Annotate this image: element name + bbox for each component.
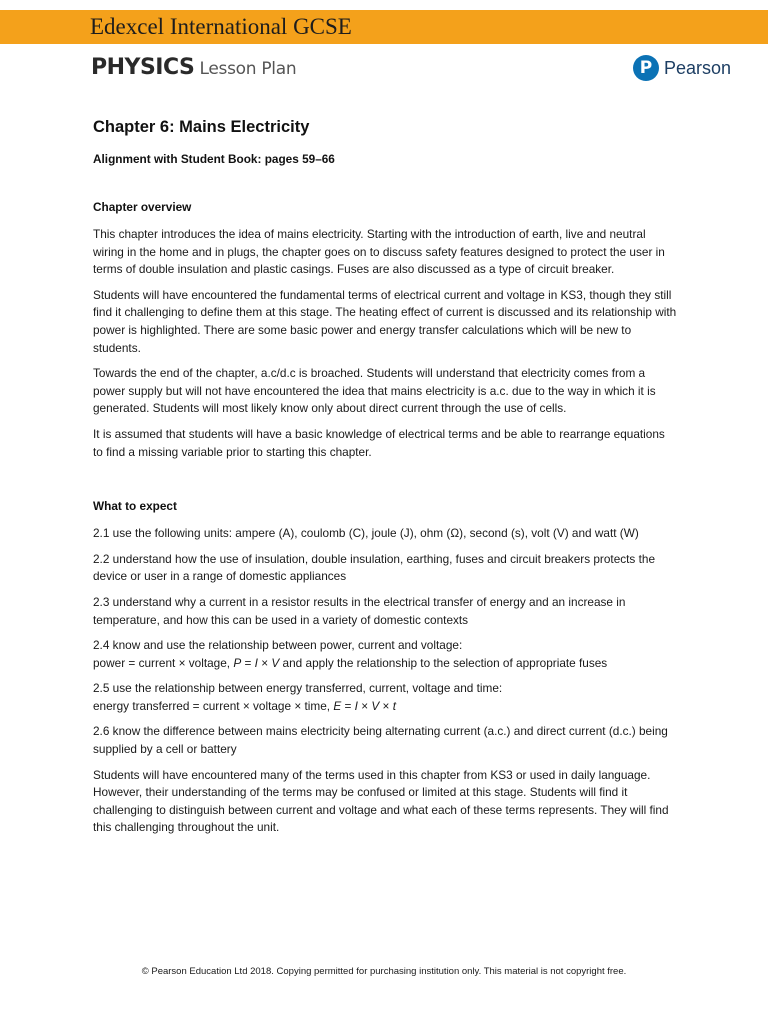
expect-item: 2.6 know the difference between mains electricity being alternating current (a.c.) and direct current (d.c.) being supplied by a cell or battery [93,724,668,757]
formula-var: P [233,655,242,670]
overview-paragraph: Students will have encountered the fundamental terms of electrical current and voltage in KS3, though they still find it challenging to define them at this stage. The heating effect of current is discussed and its relationship with power is highlighted. There are some basic power and energy transfer calculations which will be new to students. [93,287,677,355]
expect-item: 2.1 use the following units: ampere (A), coulomb (C), joule (J), ohm (Ω), second (s), volt (V) and watt (W) [93,526,639,541]
expect-item-line: 2.4 know and use the relationship between power, current and voltage: [93,638,463,653]
pearson-logo-icon: P [633,55,659,81]
formula-var: t [392,698,396,713]
expect-item: 2.2 understand how the use of insulation, double insulation, earthing, fuses and circuit breakers protects the device or user in a range of domestic appliances [93,551,656,584]
expect-item [93,680,677,715]
formula-var: E [333,698,342,713]
formula-op: × [357,698,372,713]
what-to-expect-heading: What to expect [93,499,177,514]
overview-paragraph: It is assumed that students will have a basic knowledge of electrical terms and be able to rearrange equations to find a missing variable prior to starting this chapter. [93,426,665,459]
expect-item-text: energy transferred = current × voltage × time, [93,698,334,713]
formula-var: V [371,698,380,713]
alignment-note: Alignment with Student Book: pages 59–66 [93,152,335,166]
formula-var: I [354,698,358,713]
overview-paragraph: Towards the end of the chapter, a.c/d.c is broached. Students will understand that electricity comes from a power supply but will not have encountered the idea that mains electricity is a.c. due to the way in which it is generated. Students will most likely know only about direct current through the use of cells. [93,366,656,416]
overview-paragraph: This chapter introduces the idea of mains electricity. Starting with the introduction of earth, live and neutral wiring in the home and in plugs, the chapter goes on to discuss safety features designed to protect the user in terms of double insulation and plastic casings. Fuses are also discussed as a type of circuit breaker. [93,227,665,277]
subject-title [91,55,296,80]
formula-var: I [254,655,258,670]
pearson-logo [633,55,731,81]
expect-item-text: and apply the relationship to the selection of appropriate fuses [279,655,608,670]
formula-op: × [257,655,272,670]
formula-op: = [241,655,255,670]
copyright-footer: © Pearson Education Ltd 2018. Copying permitted for purchasing institution only. This material is not copyright free. [141,966,627,977]
formula-var: V [271,655,280,670]
chapter-overview-heading: Chapter overview [93,200,192,214]
closing-paragraph: Students will have encountered many of the terms used in this chapter from KS3 or used in daily language. However, their understanding of the terms may be confused or limited at this stage. Students will find it challenging to distinguish between current and voltage and what each of these terms represents. They will find this challenging throughout the unit. [93,767,669,835]
header-banner [0,10,768,44]
expect-item-line: 2.5 use the relationship between energy transferred, current, voltage and time: [93,681,503,696]
expect-item: 2.3 understand why a current in a resistor results in the electrical transfer of energy and an increase in temperature, and how this can be used in a variety of domestic contexts [93,594,626,627]
expect-item-text: power = current × voltage, [93,655,234,670]
formula-op: × [379,698,393,713]
subject-name: PHYSICS [91,55,195,80]
formula-op: = [341,698,355,713]
chapter-title: Chapter 6: Mains Electricity [93,118,310,136]
banner-title: Edexcel International GCSE [90,14,352,39]
subject-suffix: Lesson Plan [199,59,297,79]
pearson-logo-text: Pearson [664,57,732,78]
document-body [93,117,677,837]
expect-item [93,637,677,672]
